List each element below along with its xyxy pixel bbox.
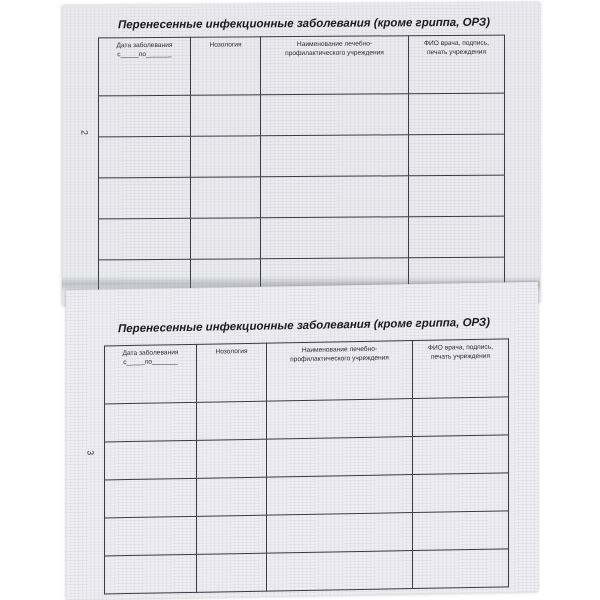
page-number: 2 [79, 129, 90, 136]
institution-cell[interactable] [261, 176, 409, 218]
table-header-row [105, 339, 509, 404]
date-cell[interactable] [99, 218, 191, 260]
institution-cell[interactable] [267, 475, 413, 516]
institution-cell[interactable] [267, 437, 413, 478]
doctor-cell[interactable] [413, 435, 509, 475]
nosology-cell[interactable] [197, 439, 267, 478]
doctor-cell[interactable] [409, 93, 505, 135]
doctor-cell[interactable] [409, 216, 505, 258]
nosology-cell[interactable] [197, 515, 267, 554]
column-header-date [105, 344, 197, 404]
institution-cell[interactable] [267, 513, 413, 554]
page-top [62, 2, 540, 305]
date-cell[interactable] [105, 478, 197, 518]
nosology-cell[interactable] [191, 136, 261, 177]
doctor-cell[interactable] [409, 134, 505, 176]
doctor-cell[interactable] [413, 397, 509, 437]
doctor-cell[interactable] [413, 473, 509, 513]
page-title: Перенесенные инфекционные заболевания (кроме гриппа, ОРЗ) [118, 316, 490, 336]
infection-record-table [98, 35, 505, 302]
column-header-date [99, 37, 191, 96]
nosology-cell[interactable] [197, 553, 267, 592]
column-header-nosology [191, 37, 261, 95]
infection-record-table [104, 338, 509, 594]
header-text: печать учреждения [430, 352, 491, 361]
date-cell[interactable] [99, 177, 191, 219]
page-title: Перенесенные инфекционные заболевания (кроме гриппа, ОРЗ) [118, 16, 490, 32]
institution-cell[interactable] [261, 135, 409, 177]
nosology-cell[interactable] [197, 401, 267, 440]
doctor-cell[interactable] [413, 549, 509, 589]
header-text: ФИО врача, подпись, [428, 343, 493, 352]
nosology-cell[interactable] [191, 95, 261, 136]
header-text: Наименование лечебно- [301, 345, 378, 355]
nosology-cell[interactable] [191, 177, 261, 218]
column-header-doctor [413, 339, 509, 399]
header-text: с_____по_______ [123, 358, 178, 367]
header-text: ФИО врача, подпись, [424, 39, 489, 48]
header-text: Нозология [209, 41, 242, 49]
page-number: 3 [85, 450, 96, 456]
date-cell[interactable] [105, 516, 197, 556]
table-row [99, 93, 505, 137]
header-text: профилактического учреждения [285, 49, 384, 58]
column-header-nosology [197, 343, 267, 402]
table-header-row [99, 35, 505, 96]
header-text: Дата заболевания [122, 349, 179, 358]
column-header-institution [267, 341, 413, 402]
table-row [99, 216, 505, 260]
header-text: с_____по_______ [117, 50, 172, 59]
table-row [105, 549, 509, 594]
date-cell[interactable] [105, 554, 197, 594]
institution-cell[interactable] [267, 399, 413, 440]
institution-cell[interactable] [267, 551, 413, 592]
header-text: профилактического учреждения [290, 354, 389, 364]
header-text: Наименование лечебно- [296, 40, 373, 49]
date-cell[interactable] [99, 95, 191, 137]
doctor-cell[interactable] [413, 511, 509, 551]
column-header-doctor [409, 35, 505, 94]
page-bottom [66, 282, 538, 600]
date-cell[interactable] [105, 440, 197, 480]
header-text: Нозология [215, 347, 248, 356]
table-row [99, 175, 505, 219]
institution-cell[interactable] [261, 217, 409, 259]
doctor-cell[interactable] [409, 175, 505, 217]
table-row [99, 134, 505, 178]
column-header-institution [261, 36, 409, 95]
date-cell[interactable] [105, 402, 197, 442]
institution-cell[interactable] [261, 94, 409, 136]
header-text: печать учреждения [426, 48, 487, 57]
header-text: Дата заболевания [116, 41, 173, 50]
nosology-cell[interactable] [191, 218, 261, 259]
date-cell[interactable] [99, 136, 191, 178]
nosology-cell[interactable] [197, 477, 267, 516]
